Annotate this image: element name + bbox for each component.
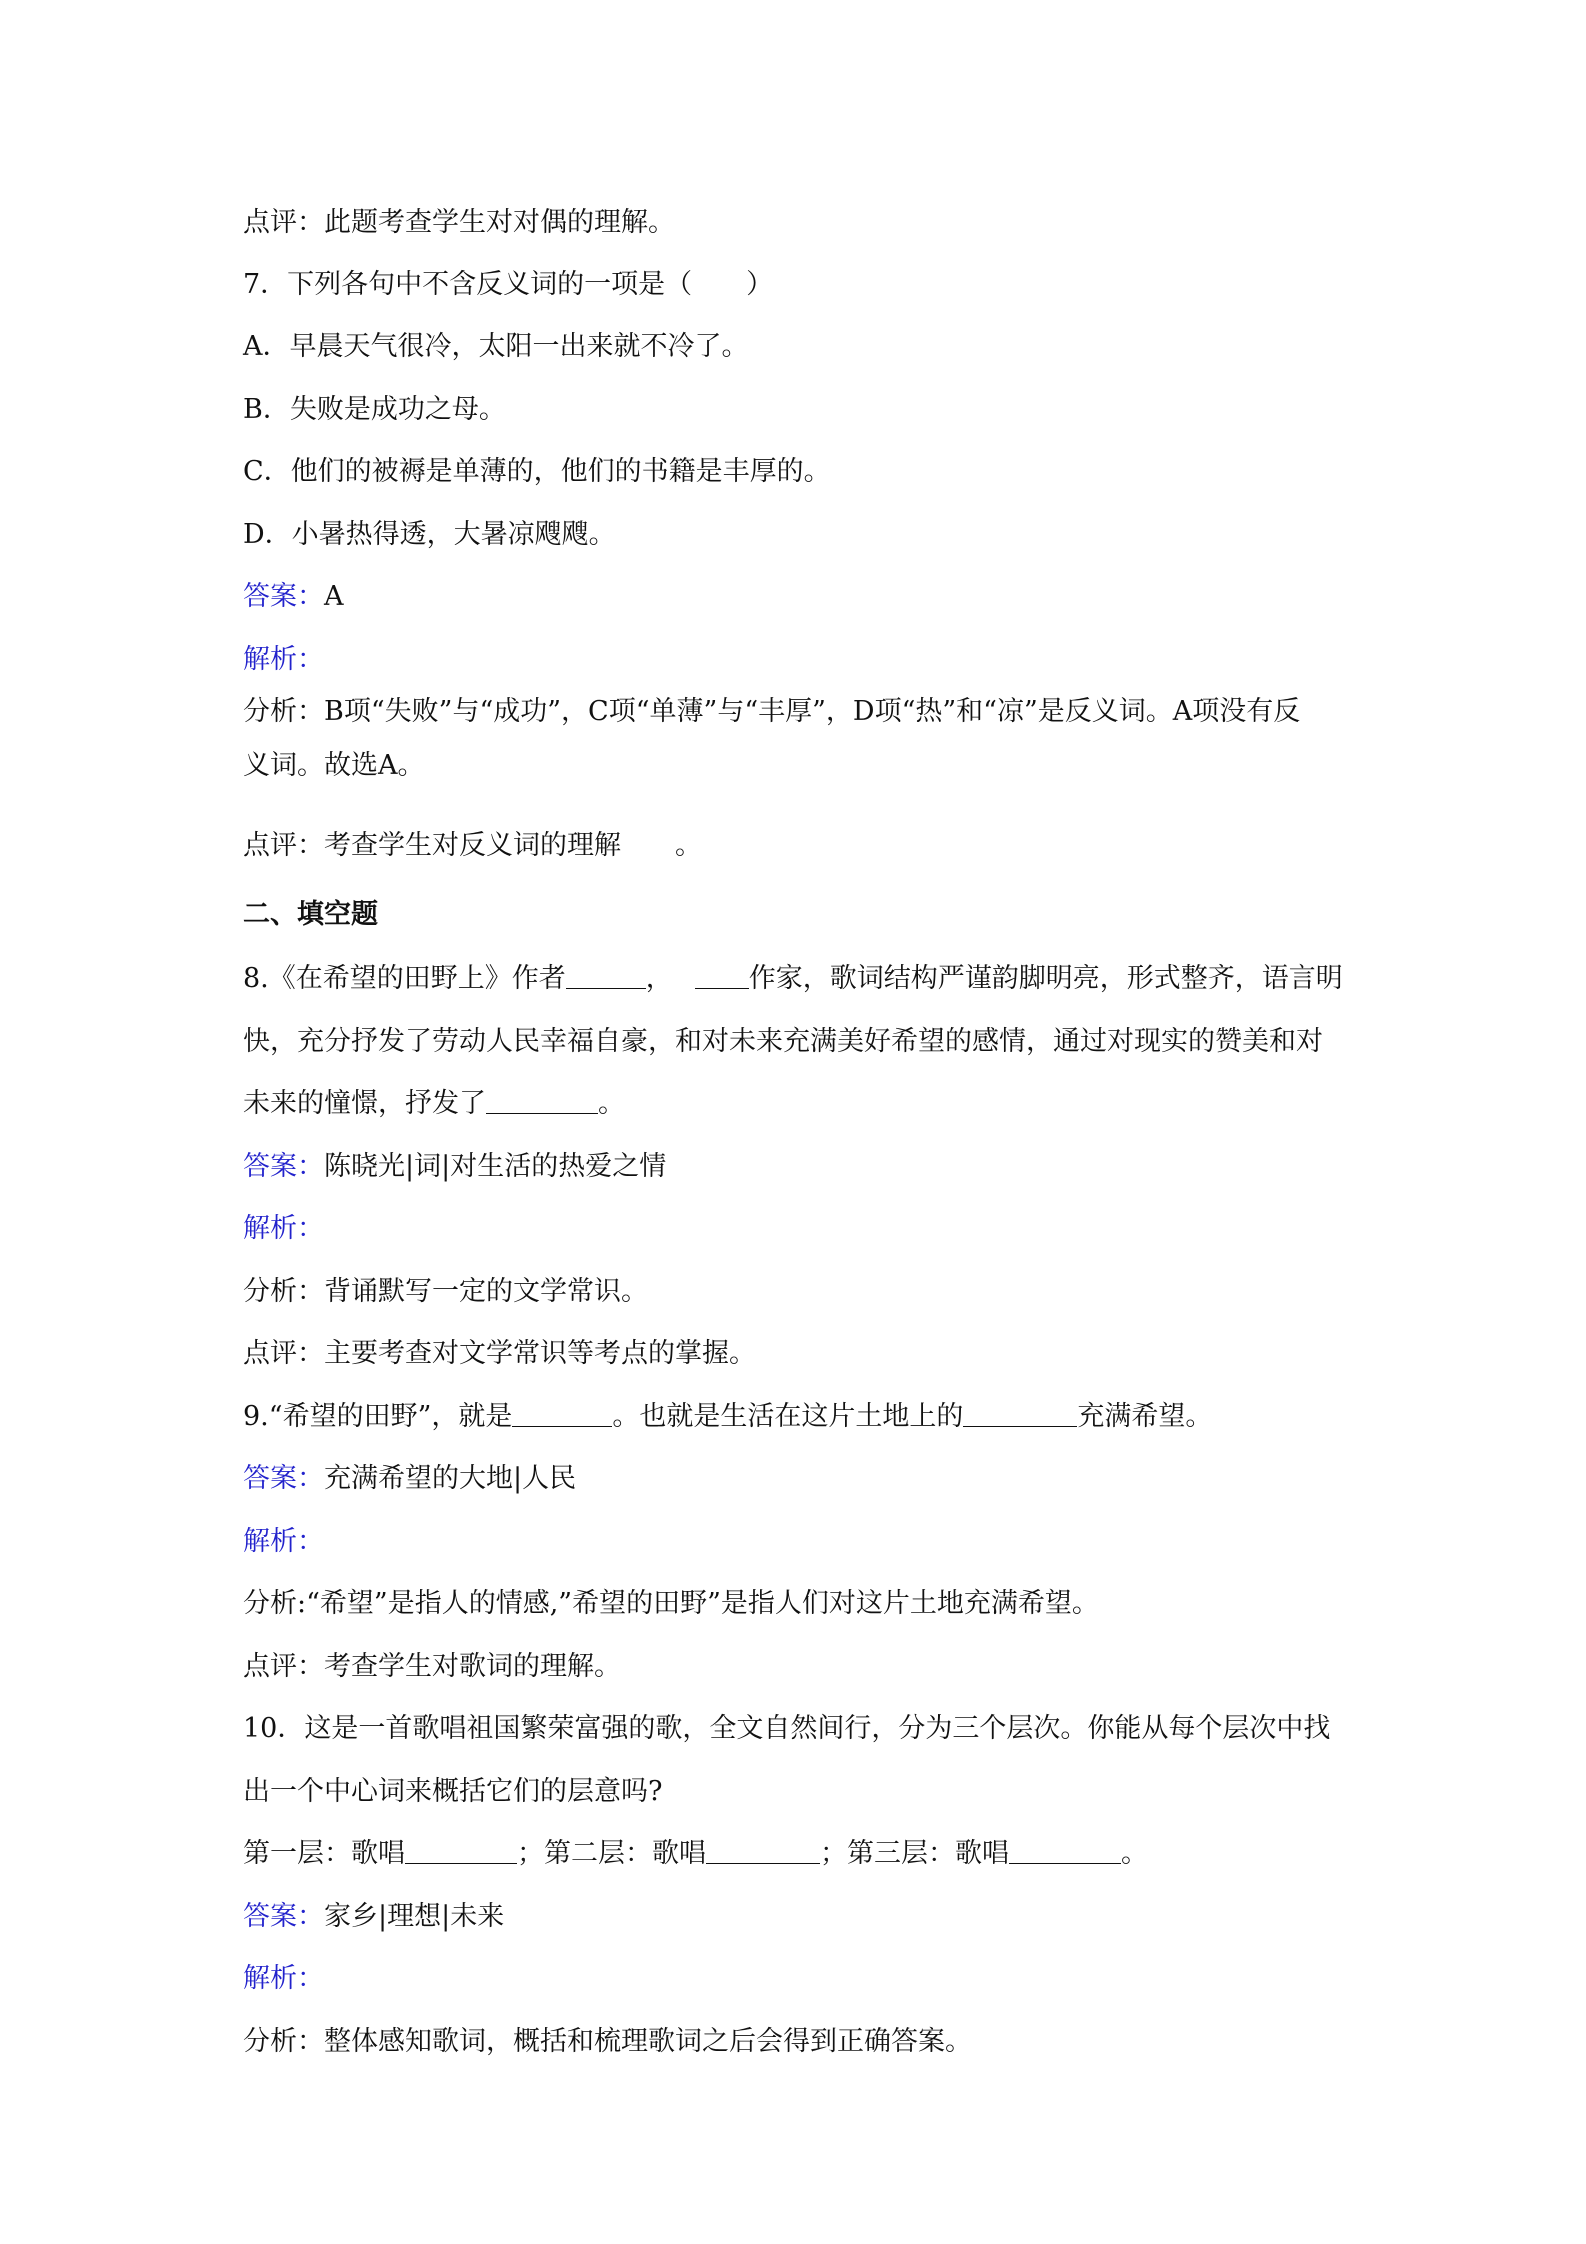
q8-analysis: 分析：背诵默写一定的文学常识。 bbox=[243, 1276, 648, 1307]
q7-option-d: D．小暑热得透，大暑凉飕飕。 bbox=[243, 519, 616, 550]
q10-analysis-label: 解析： bbox=[243, 1963, 324, 1994]
q10-layer2: ；第二层：歌唱 bbox=[517, 1838, 706, 1869]
section-title: 二、填空题 bbox=[243, 899, 378, 930]
q7-analysis-line1: 分析：B项“失败”与“成功”，C项“单薄”与“丰厚”，D项“热”和“凉”是反义词。A项没有反 bbox=[243, 696, 1301, 727]
answer-label: 答案： bbox=[243, 1151, 324, 1182]
q8-line3-b: 。 bbox=[598, 1088, 625, 1119]
q7-answer-line bbox=[243, 580, 344, 614]
q10-analysis: 分析：整体感知歌词，概括和梳理歌词之后会得到正确答案。 bbox=[243, 2026, 972, 2057]
blank-line bbox=[706, 1841, 820, 1864]
q7-comment: 点评：考查学生对反义词的理解 。 bbox=[243, 830, 702, 861]
q10-layers bbox=[243, 1837, 1148, 1871]
q8-answer-line bbox=[243, 1150, 666, 1184]
blank-line bbox=[1009, 1841, 1121, 1864]
q9-comment: 点评：考查学生对歌词的理解。 bbox=[243, 1651, 621, 1682]
q8-line3-a: 未来的憧憬，抒发了 bbox=[243, 1088, 486, 1119]
q9-analysis: 分析:“希望”是指人的情感,”希望的田野”是指人们对这片土地充满希望。 bbox=[243, 1588, 1099, 1619]
q7-option-c: C．他们的被褥是单薄的，他们的书籍是丰厚的。 bbox=[243, 456, 831, 487]
q8-stem-a: 8.《在希望的田野上》作者 bbox=[243, 963, 566, 994]
q7-option-b: B．失败是成功之母。 bbox=[243, 394, 506, 425]
answer-label: 答案： bbox=[243, 581, 324, 612]
q9-analysis-label: 解析： bbox=[243, 1526, 324, 1557]
q9-stem-c: 充满希望。 bbox=[1077, 1401, 1213, 1432]
answer-label: 答案： bbox=[243, 1463, 324, 1494]
q7-answer: A bbox=[324, 581, 344, 612]
answer-label: 答案： bbox=[243, 1901, 324, 1932]
q9-stem bbox=[243, 1400, 1212, 1434]
q8-stem-b: ， bbox=[645, 963, 673, 994]
q10-stem-line2: 出一个中心词来概括它们的层意吗? bbox=[243, 1776, 663, 1807]
q7-analysis-line2: 义词。故选A。 bbox=[243, 750, 425, 781]
blank-line bbox=[963, 1404, 1077, 1427]
q8-comment: 点评：主要考查对文学常识等考点的掌握。 bbox=[243, 1338, 756, 1369]
blank-line bbox=[512, 1404, 612, 1427]
q9-stem-b: 。也就是生活在这片土地上的 bbox=[612, 1401, 964, 1432]
blank-line bbox=[405, 1841, 517, 1864]
q8-answer: 陈晓光|词|对生活的热爱之情 bbox=[324, 1151, 667, 1182]
q8-stem-line1 bbox=[243, 962, 1343, 996]
q10-end: 。 bbox=[1121, 1838, 1148, 1869]
blank-line bbox=[695, 966, 749, 989]
q7-analysis-label: 解析： bbox=[243, 644, 324, 675]
q10-layer3: ；第三层：歌唱 bbox=[820, 1838, 1009, 1869]
q10-stem-line1: 10．这是一首歌唱祖国繁荣富强的歌，全文自然间行，分为三个层次。你能从每个层次中找 bbox=[243, 1713, 1331, 1744]
q7-stem: 7．下列各句中不含反义词的一项是（ ） bbox=[243, 269, 774, 300]
q6-comment: 点评：此题考查学生对对偶的理解。 bbox=[243, 207, 675, 238]
q7-option-a: A．早晨天气很冷，太阳一出来就不冷了。 bbox=[243, 331, 749, 362]
q8-stem-line3 bbox=[243, 1087, 625, 1121]
q8-stem-c: 作家，歌词结构严谨韵脚明亮，形式整齐，语言明 bbox=[748, 963, 1343, 994]
q9-answer: 充满希望的大地|人民 bbox=[324, 1463, 577, 1494]
q8-analysis-label: 解析： bbox=[243, 1213, 324, 1244]
blank-line bbox=[566, 966, 646, 989]
q10-layer1: 第一层：歌唱 bbox=[243, 1838, 405, 1869]
q8-stem-line2: 快，充分抒发了劳动人民幸福自豪，和对未来充满美好希望的感情，通过对现实的赞美和对 bbox=[243, 1026, 1323, 1057]
q9-stem-a: 9.“希望的田野”，就是 bbox=[243, 1401, 513, 1432]
q9-answer-line bbox=[243, 1462, 576, 1496]
q10-answer-line bbox=[243, 1900, 504, 1934]
blank-line bbox=[486, 1091, 598, 1114]
q10-answer: 家乡|理想|未来 bbox=[324, 1901, 505, 1932]
